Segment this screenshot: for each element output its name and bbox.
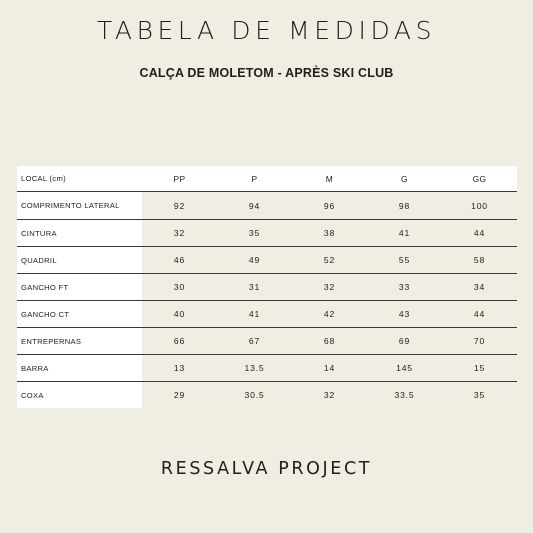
table-cell: 42	[323, 309, 336, 319]
table-cell: 35	[248, 228, 261, 238]
table-row	[17, 300, 517, 327]
table-cell: 69	[398, 336, 411, 346]
table-cell: 35	[473, 390, 486, 400]
header-size-p: P	[217, 166, 292, 191]
table-cell: 30	[173, 282, 186, 292]
table-cell: 14	[323, 363, 336, 373]
row-label: GANCHO FT	[17, 273, 142, 300]
header-sizes	[142, 166, 517, 191]
header-size-gg: GG	[442, 166, 517, 191]
table-cell: 58	[473, 255, 486, 265]
table-header-row	[17, 166, 517, 192]
row-label: QUADRIL	[17, 246, 142, 273]
table-cell: 41	[248, 309, 261, 319]
row-label: COMPRIMENTO LATERAL	[17, 192, 142, 219]
table-cell: 55	[398, 255, 411, 265]
row-label: CINTURA	[17, 219, 142, 246]
table-cell: 15	[473, 363, 486, 373]
table-cell: 44	[473, 309, 486, 319]
table-cell: 68	[323, 336, 336, 346]
header-size-pp: PP	[142, 166, 217, 191]
table-cell: 98	[398, 200, 411, 211]
table-cell: 66	[173, 336, 186, 346]
table-cell: 94	[248, 200, 261, 211]
table-cell: 29	[173, 390, 186, 400]
table-cell: 32	[173, 228, 186, 238]
table-row	[17, 273, 517, 300]
header-size-g: G	[367, 166, 442, 191]
row-label: BARRA	[17, 354, 142, 381]
table-cell: 41	[398, 228, 411, 238]
table-cell: 44	[473, 228, 486, 238]
table-cell: 145	[396, 363, 413, 373]
table-cell: 49	[248, 255, 261, 265]
row-label: COXA	[17, 381, 142, 408]
table-cell: 33	[398, 282, 411, 292]
table-cell: 38	[323, 228, 336, 238]
table-cell: 67	[248, 336, 261, 346]
table-cell: 100	[471, 200, 488, 211]
table-cell: 13	[173, 363, 186, 373]
table-cell: 34	[473, 282, 486, 292]
table-cell: 31	[248, 282, 261, 292]
table-cell: 43	[398, 309, 411, 319]
table-cell: 30.5	[244, 390, 265, 400]
table-row	[17, 381, 517, 408]
header-label-local: LOCAL (cm)	[17, 166, 142, 191]
table-cell: 96	[323, 200, 336, 211]
table-row	[17, 354, 517, 381]
table-cell: 13.5	[244, 363, 265, 373]
size-chart-table	[17, 166, 517, 408]
table-cell: 40	[173, 309, 186, 319]
product-subtitle: CALÇA DE MOLETOM - APRÈS SKI CLUB	[139, 66, 394, 80]
header-size-m: M	[292, 166, 367, 191]
table-cell: 70	[473, 336, 486, 346]
table-cell: 32	[323, 390, 336, 400]
table-cell: 92	[173, 200, 186, 211]
table-row	[17, 192, 517, 219]
table-cell: 33.5	[394, 390, 415, 400]
table-row	[17, 246, 517, 273]
row-label: GANCHO CT	[17, 300, 142, 327]
row-label: ENTREPERNAS	[17, 327, 142, 354]
table-row	[17, 219, 517, 246]
brand-wordmark: RESSALVA PROJECT	[160, 459, 373, 479]
table-cell: 52	[323, 255, 336, 265]
page-title: TABELA DE MEDIDAS	[96, 16, 437, 45]
table-cell: 46	[173, 255, 186, 265]
table-row	[17, 327, 517, 354]
table-cell: 32	[323, 282, 336, 292]
